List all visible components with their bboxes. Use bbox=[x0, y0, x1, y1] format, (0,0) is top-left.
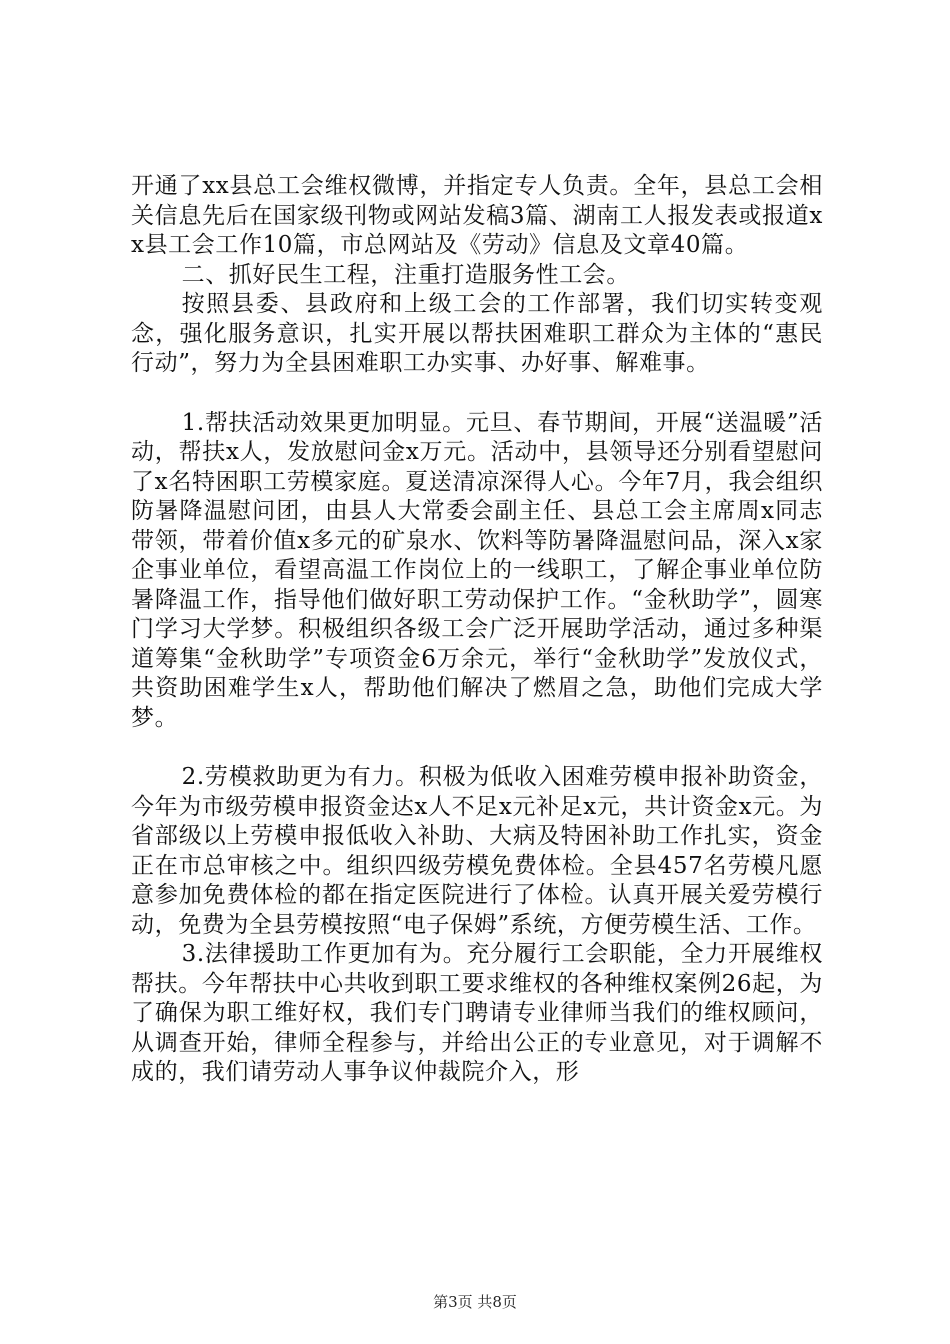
section-heading-livelihood: 二、抓好民生工程，注重打造服务性工会。 bbox=[181, 261, 630, 288]
paragraph-model-worker-aid: 2.劳模救助更为有力。积极为低收入困难劳模申报补助资金，今年为市级劳模申报资金达x人不足x元补足x元，共计资金x元。为省部级以上劳模申报低收入补助、大病及特困补助工作扎实，资金正在市总审核之中。组织四级劳模免费体检。全县457名劳模凡愿意参加免费体检的都在指定医院进行了体检。认真开展关爱劳模行动，免费为全县劳模按照“电子保姆”系统，方便劳模生活、工作。 bbox=[131, 764, 823, 938]
paragraph-huimin-action: 按照县委、县政府和上级工会的工作部署，我们切实转变观念，强化服务意识，扎实开展以帮扶困难职工群众为主体的“惠民行动”，努力为全县困难职工办实事、办好事、解难事。 bbox=[131, 291, 823, 376]
document-body bbox=[131, 172, 823, 1088]
paragraph-assistance-activities: 1.帮扶活动效果更加明显。元旦、春节期间，开展“送温暖”活动，帮扶x人，发放慰问金x万元。活动中，县领导还分别看望慰问了x名特困职工劳模家庭。夏送清凉深得人心。今年7月，我会组织防暑降温慰问团，由县人大常委会副主任、县总工会主席周x同志带领，带着价值x多元的矿泉水、饮料等防暑降温慰问品，深入x家企事业单位，看望高温工作岗位上的一线职工，了解企事业单位防暑降温工作，指导他们做好职工劳动保护工作。“金秋助学”，圆寒门学习大学梦。积极组织各级工会广泛开展助学活动，通过多种渠道筹集“金秋助学”专项资金6万余元，举行“金秋助学”发放仪式，共资助困难学生x人，帮助他们解决了燃眉之急，助他们完成大学梦。 bbox=[131, 409, 823, 731]
page-number-footer: 第3页 共8页 bbox=[433, 1293, 517, 1311]
paragraph-weibo-publicity: 开通了xx县总工会维权微博，并指定专人负责。全年，县总工会相关信息先后在国家级刊物或网站发稿3篇、湖南工人报发表或报道xx县工会工作10篇，市总网站及《劳动》信息及文章40篇。 bbox=[131, 173, 823, 258]
paragraph-legal-aid: 3.法律援助工作更加有为。充分履行工会职能，全力开展维权帮扶。今年帮扶中心共收到职工要求维权的各种维权案例26起，为了确保为职工维好权，我们专门聘请专业律师当我们的维权顾问，从调查开始，律师全程参与，并给出公正的专业意见，对于调解不成的，我们请劳动人事争议仲裁院介入，形 bbox=[131, 941, 823, 1085]
